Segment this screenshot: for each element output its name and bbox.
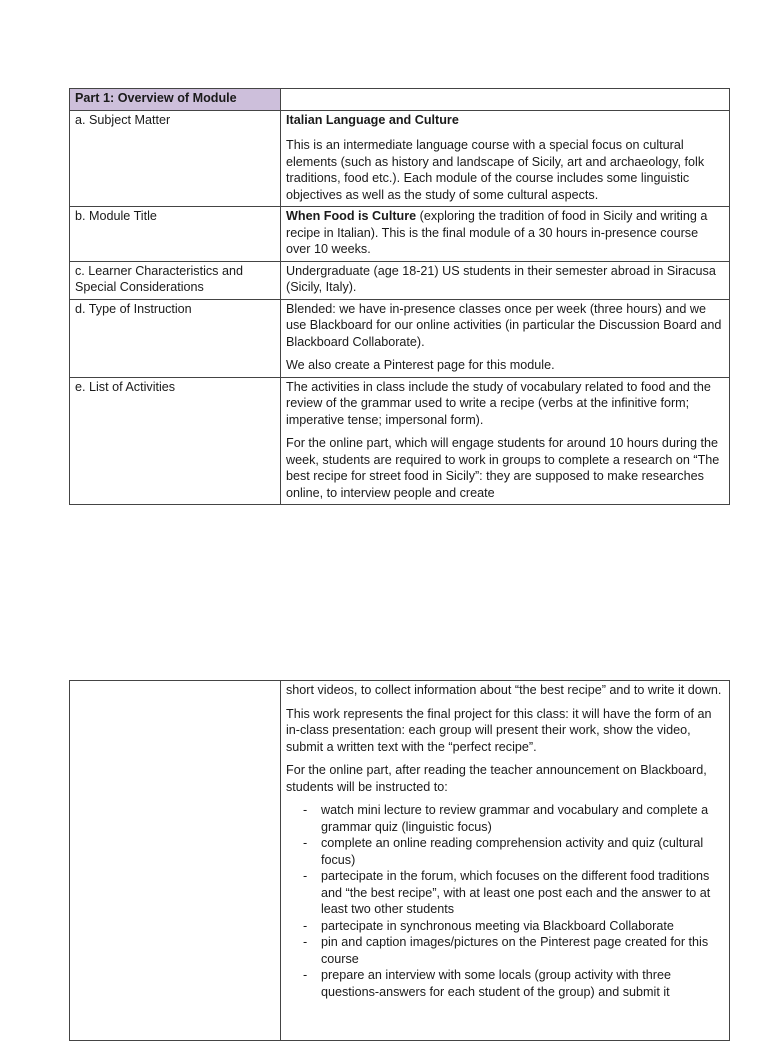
row-label-subject-matter: a. Subject Matter bbox=[70, 110, 281, 207]
list-item: - complete an online reading comprehension activity and quiz (cultural focus) bbox=[303, 835, 725, 868]
module-title-bold: When Food is Culture bbox=[286, 209, 417, 223]
row-content-module-title bbox=[281, 207, 730, 262]
row-content-type-of-instruction bbox=[281, 299, 730, 377]
row-label-list-of-activities: e. List of Activities bbox=[70, 377, 281, 505]
module-overview-table bbox=[69, 88, 730, 505]
module-title-description: (exploring the tradition of food in Sicily and writing a recipe in Italian). This is the final module of a 30 hours in-presence course over 10 weeks. bbox=[286, 209, 708, 256]
table-row bbox=[70, 110, 730, 207]
row-label-learner-characteristics: c. Learner Characteristics and Special Considerations bbox=[70, 261, 281, 299]
activities-paragraph: For the online part, after reading the teacher announcement on Blackboard, students will be instructed to: bbox=[286, 763, 707, 794]
section-heading: Part 1: Overview of Module bbox=[70, 89, 281, 111]
activities-paragraph: The activities in class include the study of vocabulary related to food and the review of the grammar used to write a recipe (verbs at the infinitive form; imperative tense; impersonal form). bbox=[286, 379, 711, 427]
activities-paragraph: short videos, to collect information about “the best recipe” and to write it down. bbox=[286, 683, 722, 697]
row-content-list-of-activities bbox=[281, 377, 730, 505]
row-content-subject-matter bbox=[281, 110, 730, 207]
header-empty-cell bbox=[281, 89, 730, 111]
table-row bbox=[70, 681, 730, 1041]
continued-empty-label-cell bbox=[70, 681, 281, 1041]
table-row bbox=[70, 377, 730, 505]
list-item: - prepare an interview with some locals (group activity with three questions-answers for each student of the group) and submit it bbox=[303, 967, 725, 1000]
list-item: - partecipate in synchronous meeting via Blackboard Collaborate bbox=[303, 918, 725, 935]
row-label-module-title: b. Module Title bbox=[70, 207, 281, 262]
subject-description: This is an intermediate language course with a special focus on cultural elements (such as history and landscape of Sicily, art and archaeology, folk traditions, food etc.). Each module of the course includes some linguistic objectives as well as the study of some cultural aspects. bbox=[286, 138, 705, 202]
table-row bbox=[70, 299, 730, 377]
list-item: - pin and caption images/pictures on the Pinterest page created for this course bbox=[303, 934, 725, 967]
instruction-paragraph: Blended: we have in-presence classes once per week (three hours) and we use Blackboard for our online activities (in particular the Discussion Board and Blackboard Collaborate). bbox=[286, 301, 722, 349]
row-label-type-of-instruction: d. Type of Instruction bbox=[70, 299, 281, 377]
activities-paragraph: This work represents the final project for this class: it will have the form of an in-class presentation: each group will present their work, show the video, submit a written text with the “perfect recipe”. bbox=[286, 706, 712, 754]
row-content-learner-characteristics: Undergraduate (age 18-21) US students in their semester abroad in Siracusa (Sicily, Italy). bbox=[281, 261, 730, 299]
table-header-row bbox=[70, 89, 730, 111]
subject-title: Italian Language and Culture bbox=[286, 112, 459, 127]
activities-paragraph: For the online part, which will engage students for around 10 hours during the week, students are required to work in groups to complete a research on “The best recipe for street food in Sicily”: they are supposed to make researches online, to interview people and create bbox=[286, 436, 720, 500]
continued-activities-content bbox=[281, 681, 730, 1041]
list-item: - watch mini lecture to review grammar and vocabulary and complete a grammar quiz (linguistic focus) bbox=[303, 802, 725, 835]
online-activities-list bbox=[286, 802, 725, 1000]
instruction-paragraph: We also create a Pinterest page for this module. bbox=[286, 358, 555, 372]
table-row bbox=[70, 261, 730, 299]
table-row bbox=[70, 207, 730, 262]
list-item: - partecipate in the forum, which focuses on the different food traditions and “the best recipe”, with at least one post each and the answer to at least two other students bbox=[303, 868, 725, 918]
activities-continued-table bbox=[69, 680, 730, 1041]
